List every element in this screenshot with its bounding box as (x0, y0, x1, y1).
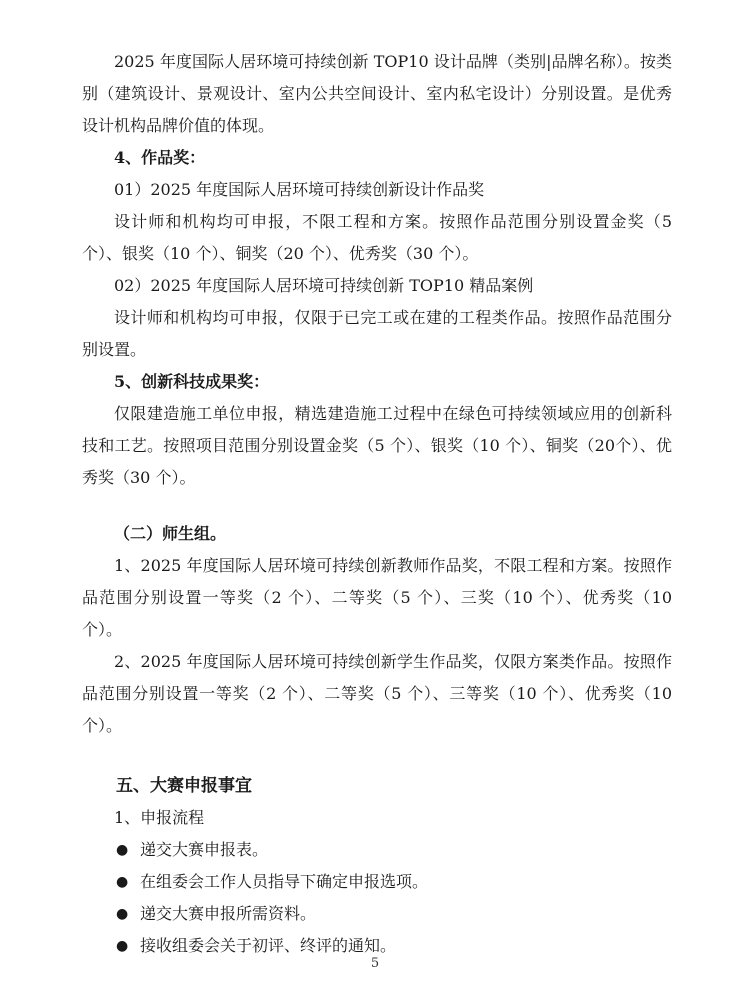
paragraph-01-body: 设计师和机构均可申报，不限工程和方案。按照作品范围分别设置金奖（5个）、银奖（10 个）、铜奖（20 个）、优秀奖（30 个）。 (82, 212, 672, 263)
paragraph-top10-brand: 2025 年度国际人居环境可持续创新 TOP10 设计品牌（类别|品牌名称）。按类别（建筑设计、景观设计、室内公共空间设计、室内私宅设计）分别设置。是优秀设计机构品牌价值的体现。 (82, 52, 672, 135)
page-number: 5 (370, 956, 380, 971)
paragraph-flow: 1、申报流程 (114, 808, 205, 827)
subheading-01: 01）2025 年度国际人居环境可持续创新设计作品奖 (114, 180, 485, 199)
section-design-brand (82, 46, 672, 142)
section-teacher-student (82, 518, 672, 742)
bullet-icon: ● (116, 938, 129, 954)
bullet-text: 递交大赛申报所需资料。 (140, 904, 317, 923)
heading-works-award: 4、作品奖： (114, 148, 206, 167)
section-works-award (82, 142, 672, 366)
list-item (82, 834, 672, 866)
paragraph-tech-body: 仅限建造施工单位申报，精选建造施工过程中在绿色可持续领域应用的创新科技和工艺。按照项目范围分别设置金奖（5 个）、银奖（10 个）、铜奖（20个）、优秀奖（30 个）。 (82, 404, 672, 487)
bullet-text: 递交大赛申报表。 (140, 840, 269, 859)
bullet-icon: ● (116, 906, 129, 922)
section-tech-award (82, 366, 672, 494)
heading-teacher-student: （二）师生组。 (114, 524, 227, 543)
bullet-text: 接收组委会关于初评、终评的通知。 (140, 936, 397, 955)
bullet-icon: ● (116, 874, 129, 890)
heading-application: 五、大赛申报事宜 (116, 776, 252, 796)
subheading-02: 02）2025 年度国际人居环境可持续创新 TOP10 精品案例 (114, 276, 534, 295)
heading-tech-award: 5、创新科技成果奖： (114, 372, 270, 391)
list-item (82, 866, 672, 898)
paragraph-02-body: 设计师和机构均可申报，仅限于已完工或在建的工程类作品。按照作品范围分别设置。 (82, 308, 672, 359)
section-application (82, 770, 672, 962)
paragraph-teacher-award: 1、2025 年度国际人居环境可持续创新教师作品奖，不限工程和方案。按照作品范围分别设置一等奖（2 个）、二等奖（5 个）、三奖（10 个）、优秀奖（10 个）。 (82, 556, 672, 639)
bullet-text: 在组委会工作人员指导下确定申报选项。 (140, 872, 429, 891)
bullet-icon: ● (116, 842, 129, 858)
paragraph-student-award: 2、2025 年度国际人居环境可持续创新学生作品奖，仅限方案类作品。按照作品范围分别设置一等奖（2 个）、二等奖（5 个）、三等奖（10 个）、优秀奖（10 个）。 (82, 652, 672, 735)
list-item (82, 898, 672, 930)
